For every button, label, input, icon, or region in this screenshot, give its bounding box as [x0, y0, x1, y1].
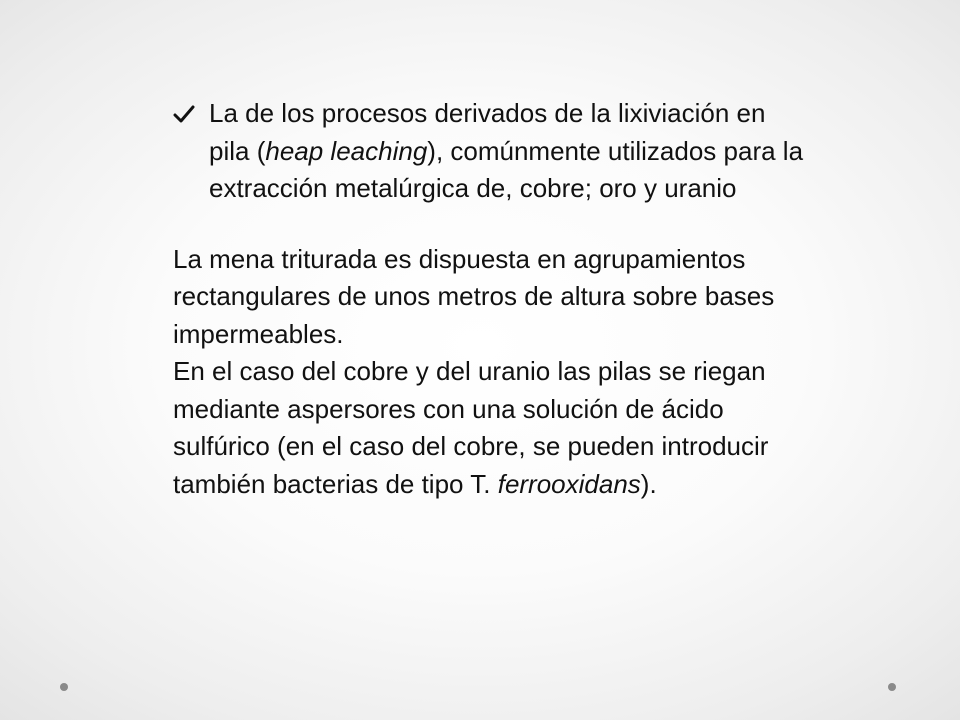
slide-content [173, 95, 813, 503]
paragraph-cobre-text-end: ). [640, 468, 657, 499]
checklist-item-text [209, 98, 803, 203]
checklist-text-italic: heap leaching [265, 135, 428, 166]
checkmark-icon [173, 104, 195, 124]
checklist-text-end: ), comúnmente utilizados para la extracción metalúrgica de, cobre; oro y uranio [209, 135, 804, 203]
paragraph-cobre-text-start: En el caso del cobre y del uranio las pilas se riegan mediante aspersores con una solución de ácido sulfúrico (en el caso del cobre, se pueden introducir también bacterias de tipo T. [173, 356, 769, 499]
paragraph-cobre-text-italic: ferrooxidans [497, 468, 641, 499]
checklist-item [173, 95, 813, 208]
paragraph-mena: La mena triturada es dispuesta en agrupamientos rectangulares de unos metros de altura sobre bases impermeables. [173, 243, 775, 349]
corner-dot-left [60, 683, 68, 691]
checklist-text-start: La de los procesos derivados de la lixiviación en pila ( [209, 98, 766, 166]
paragraph-cobre-uranio [173, 353, 813, 503]
corner-dot-right [888, 683, 896, 691]
